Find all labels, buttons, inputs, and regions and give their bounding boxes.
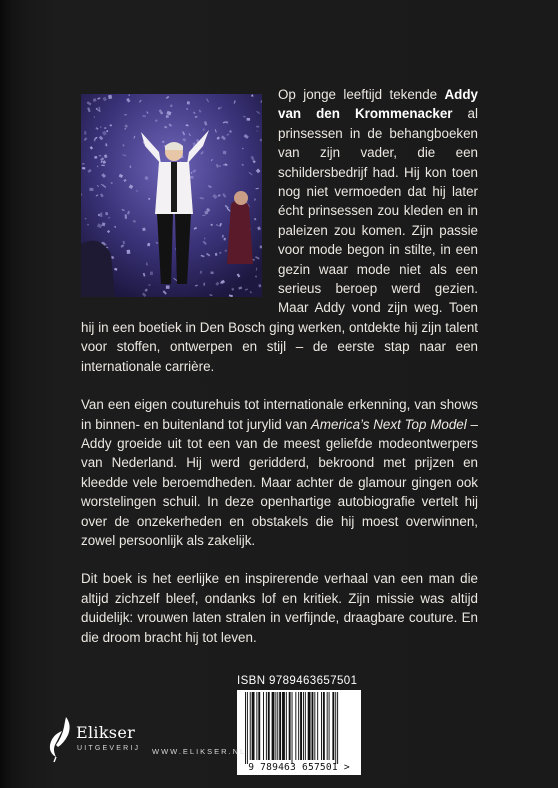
barcode-bar [329, 692, 330, 760]
publisher-website: WWW.ELIKSER.NL [152, 747, 247, 756]
barcode-bar [303, 692, 304, 760]
barcode-bar [312, 692, 314, 760]
barcode-bar [275, 692, 276, 760]
barcode-bar [263, 692, 264, 760]
barcode-bar [317, 692, 318, 760]
barcode-bar [247, 692, 248, 764]
barcode-bar [250, 692, 251, 760]
barcode-bars [237, 690, 361, 764]
barcode-bar [272, 692, 275, 760]
barcode-area [237, 690, 361, 775]
show-title: America’s Next Top Model [310, 416, 467, 432]
publisher-subtitle: UITGEVERIJ [77, 745, 141, 752]
barcode-bar [323, 692, 325, 760]
author-name: Addy van den Krommenacker [278, 87, 478, 122]
publisher-name: Elikser [76, 723, 136, 742]
barcode-bar [332, 692, 334, 760]
barcode-bar [252, 692, 255, 760]
barcode-bar [298, 692, 299, 760]
barcode-bar [295, 692, 296, 760]
blurb-text [81, 85, 478, 647]
barcode-bar [300, 692, 302, 760]
barcode-bar [256, 692, 257, 760]
blurb-paragraph-1: Op jonge leeftijd tekende Addy van den Krommenacker al prinsessen in de behangboeken van zijn vader, die een schildersbedrijf had. Hij kon toen nog niet vermoeden dat hij later écht prinsessen zou kleden en in paleizen zou komen. Zijn passie voor mode begon in stilte, in een gezin waar mode niet als een serieus beroep werd gezien. Maar Addy vond zijn weg. Toen hij in een boetiek in Den Bosch ging werken, ontdekte hij zijn talent voor stoffen, ontwerpen en stijl – de eerste stap naar een internationale carrière. [81, 87, 478, 374]
barcode-bar [314, 692, 315, 760]
barcode-bar [282, 692, 285, 760]
publisher-logo [46, 715, 146, 765]
barcode-bar [292, 692, 293, 764]
barcode-bar [289, 692, 291, 760]
barcode-bar [327, 692, 328, 760]
barcode-bar [308, 692, 311, 760]
blurb-paragraph-3: Dit boek is het eerlijke en inspirerende verhaal van een man die altijd zichzelf bleef, ondanks lof en kritiek. Zijn missie was altijd duidelijk: vrouwen laten stralen in verfijnde, draagbare couture. En die droom bracht hij tot leven. [81, 571, 478, 645]
blurb-paragraph-2: Van een eigen couturehuis tot internationale erkenning, van shows in binnen- en buitenland tot jurylid van America’s Next Top Model – Addy groeide uit tot een van de meest geliefde modeontwerpers van Nederland. Hij werd geridderd, bekroond met prijzen en kleedde vele beroemdheden. Maar achter de glamour gingen ook worstelingen schuil. In deze openhartige autobiografie vertelt hij over de onzekerheden en obstakels die hij moest overwinnen, zowel persoonlijk als zakelijk. [81, 397, 478, 548]
barcode-bar [279, 692, 281, 760]
feather-icon [46, 715, 76, 763]
barcode-bar [335, 692, 336, 764]
barcode-bar [258, 692, 260, 760]
barcode-bar [266, 692, 267, 760]
barcode-bar [305, 692, 306, 760]
barcode-digits: 9 789463 657501 > [248, 762, 350, 773]
isbn-label: ISBN 9789463657501 [237, 675, 358, 687]
isbn-barcode [237, 675, 361, 775]
barcode-bar [268, 692, 270, 760]
barcode-bar [277, 692, 278, 760]
barcode-bar [337, 692, 338, 764]
barcode-bar [286, 692, 287, 760]
spine-edge [0, 0, 14, 788]
barcode-bar [321, 692, 322, 760]
